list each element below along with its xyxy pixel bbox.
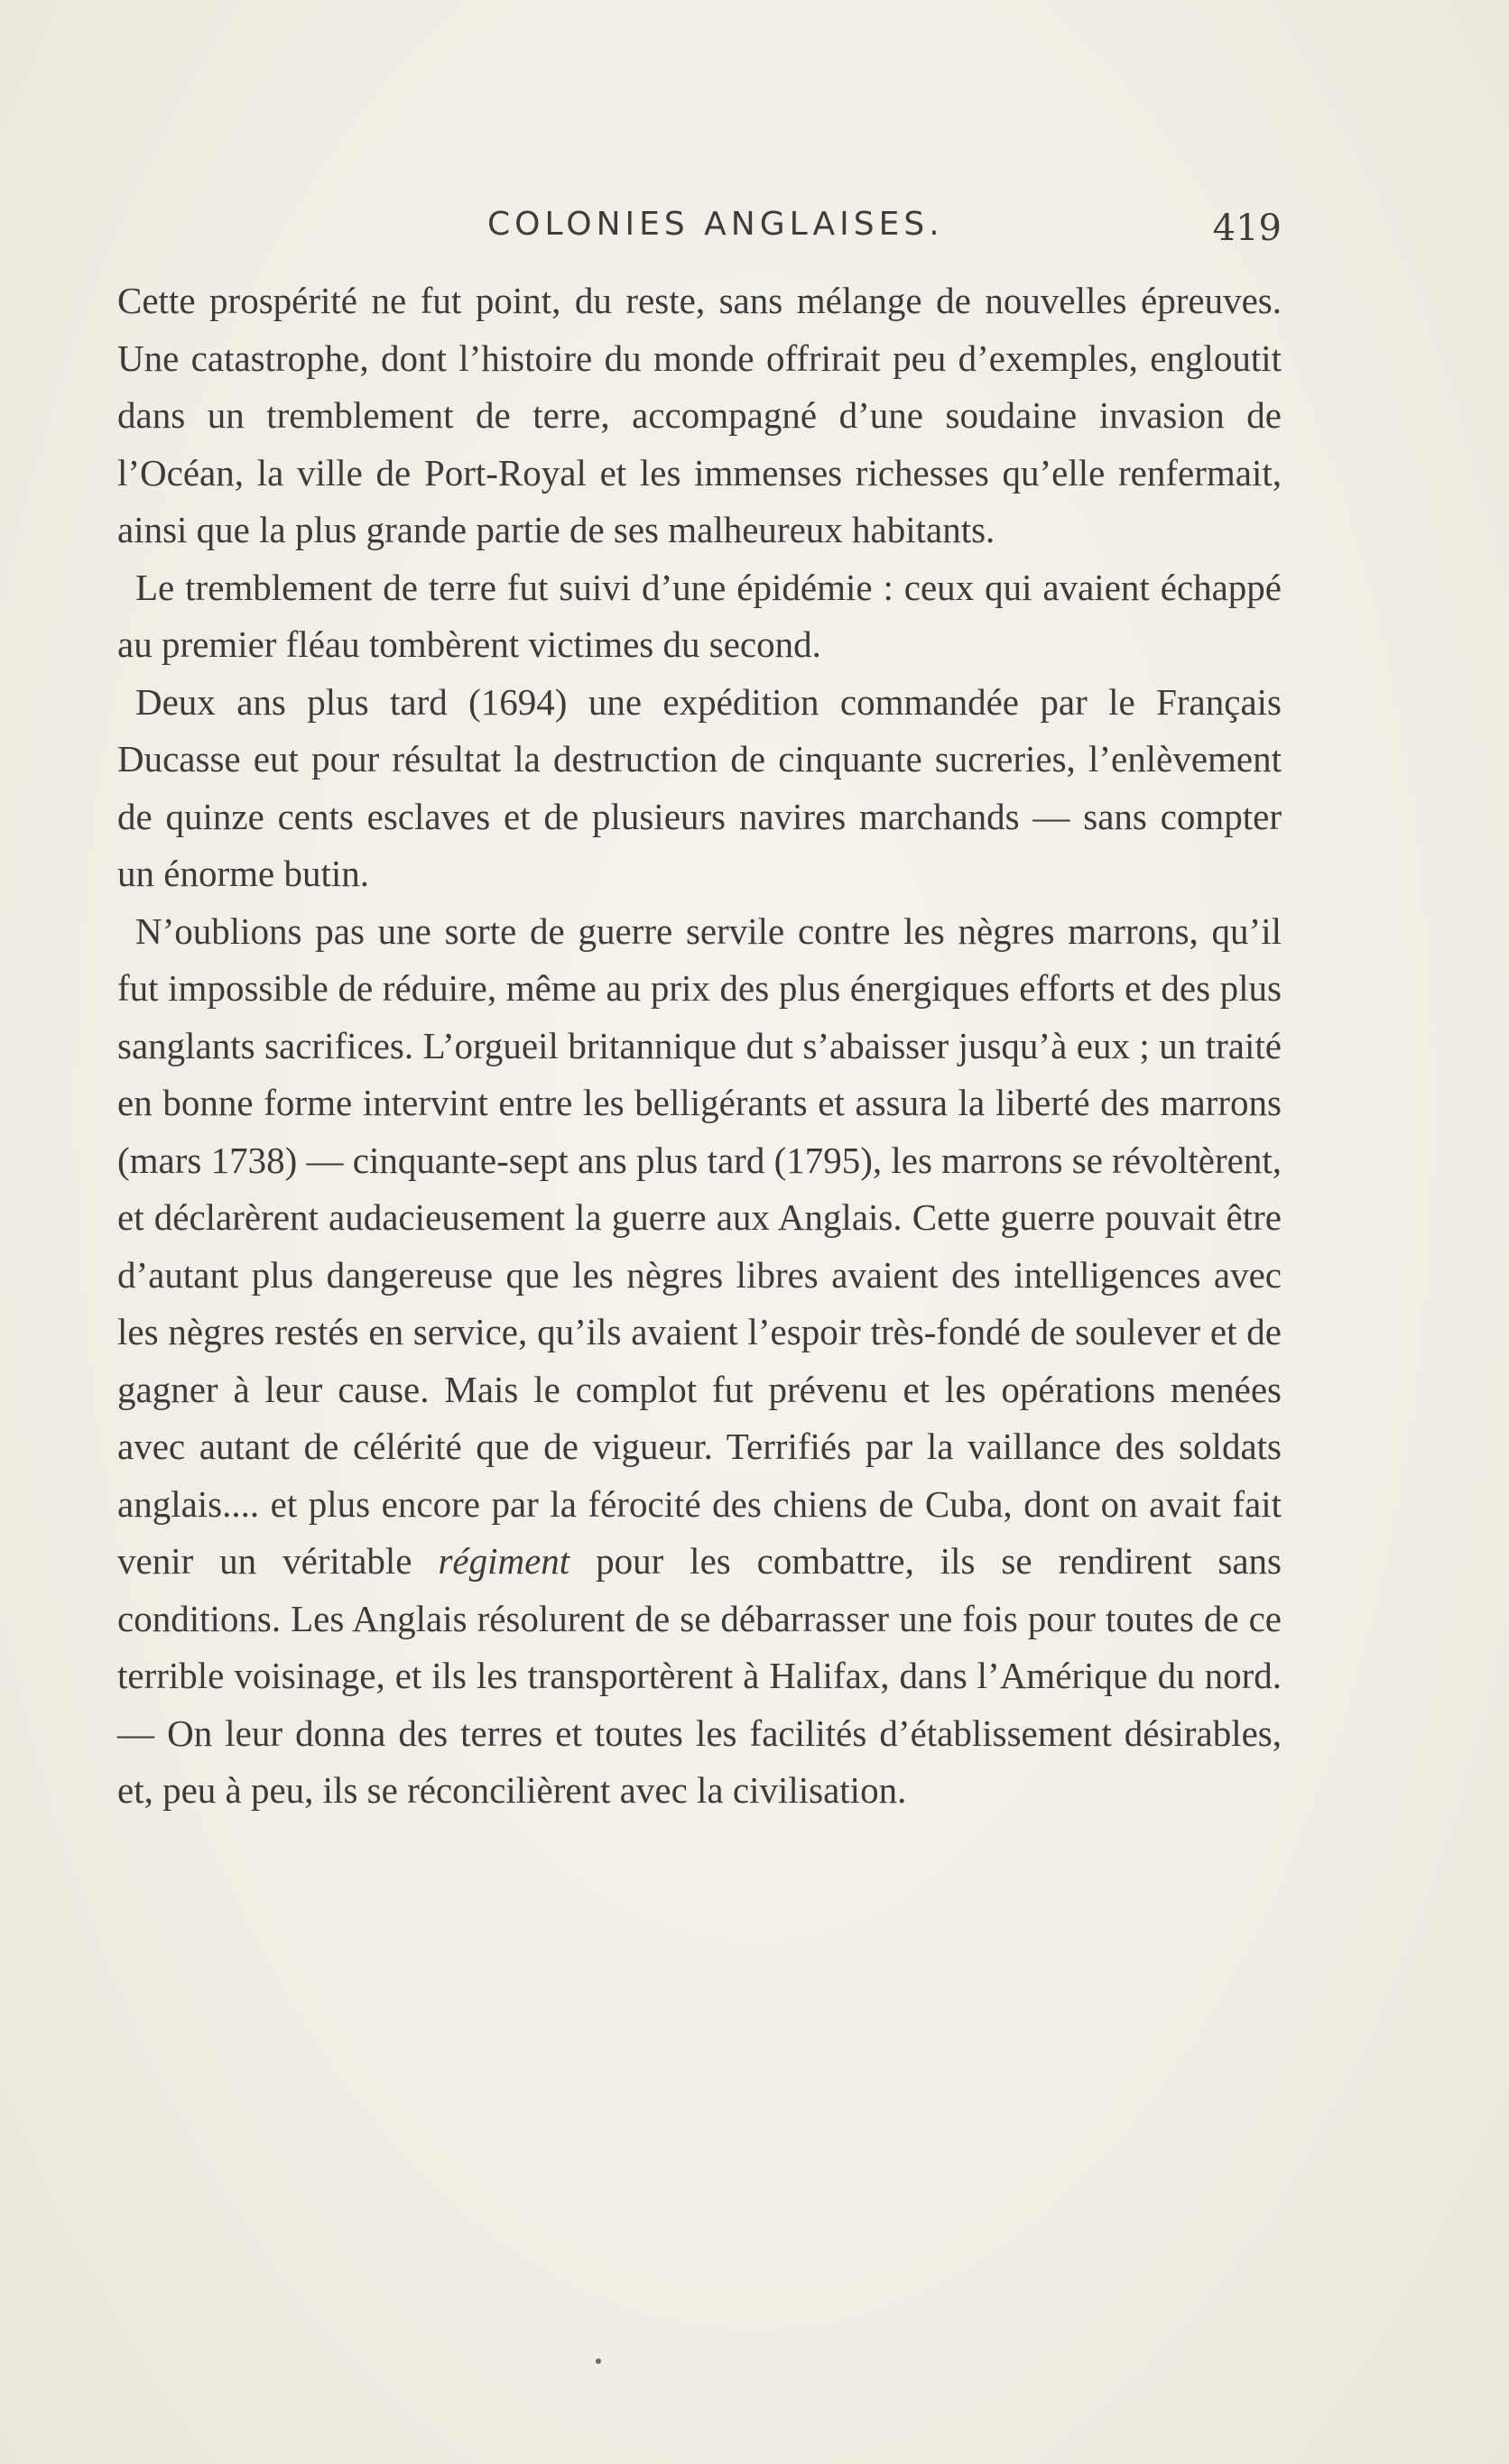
maroons-text-before: N’oublions pas une sorte de guerre servile contre les nègres marrons, qu’il fut impossible de réduire, même au prix des plus énergiques efforts et des plus sanglants sacrifices. L’orgueil britannique dut s’abaisser jusqu’à eux ; un traité en bonne forme intervint entre les belligérants et assura la liberté des marrons (mars 1738) — cinquante-sept ans plus tard (1795), les marrons se révoltèrent, et déclarèrent audacieusement la guerre aux Anglais. Cette guerre pouvait être d’autant plus dangereuse que les nègres libres avaient des intelligences avec les nègres restés en service, qu’ils avaient l’espoir très-fondé de soulever et de gagner à leur cause. Mais le complot fut prévenu et les opérations menées avec autant de célérité que de vigueur. Terrifiés par la vaillance des soldats anglais.... et plus encore par la férocité des chiens de Cuba, dont on avait fait venir un véritable	[117, 909, 1282, 1582]
italic-word: régiment	[438, 1540, 570, 1582]
running-head: COLONIES ANGLAISES.	[487, 206, 944, 243]
page-number: 419	[1212, 208, 1282, 249]
paragraph-maroons	[117, 903, 1282, 1820]
page-header	[117, 206, 1282, 260]
maroons-text-after: pour les combattre, ils se rendirent sans conditions. Les Anglais résolurent de se débarrasser une fois pour toutes de ce terrible voisinage, et ils les transportèrent à Halifax, dans l’Amérique du nord. — On leur donna des terres et toutes les facilités d’établissement désirables, et, peu à peu, ils se réconcilièrent avec la civilisation.	[117, 1540, 1282, 1811]
paragraph-expedition: Deux ans plus tard (1694) une expédition commandée par le Français Ducasse eut pour résultat la destruction de cinquante sucreries, l’enlèvement de quinze cents esclaves et de plusieurs navires marchands — sans compter un énorme butin.	[117, 680, 1282, 894]
body-text	[117, 272, 1282, 1820]
paragraph-prosperity: Cette prospérité ne fut point, du reste, sans mélange de nouvelles épreuves. Une catastrophe, dont l’histoire du monde offrirait peu d’exemples, engloutit dans un tremblement de terre, accompagné d’une soudaine invasion de l’Océan, la ville de Port-Royal et les immenses richesses qu’elle renfermait, ainsi que la plus grande partie de ses malheureux habitants.	[117, 280, 1282, 550]
paragraph-earthquake: Le tremblement de terre fut suivi d’une épidémie : ceux qui avaient échappé au premier fléau tombèrent victimes du second.	[117, 566, 1282, 665]
ink-speck	[596, 2358, 601, 2364]
